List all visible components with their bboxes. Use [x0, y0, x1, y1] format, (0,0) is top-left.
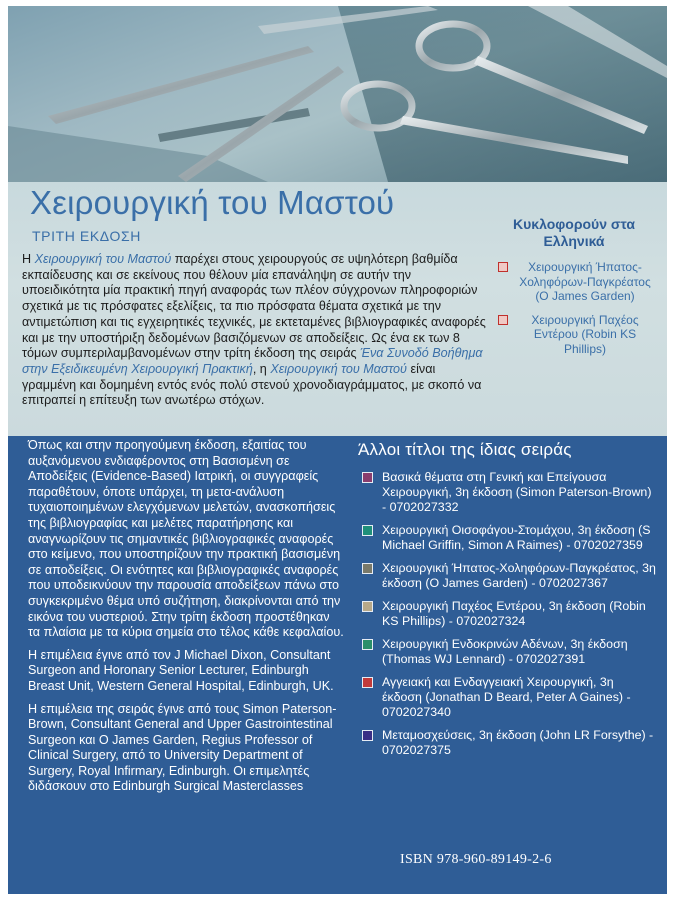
- series-item: [356, 637, 656, 667]
- intro-text-2: , η: [252, 361, 271, 376]
- color-square-icon: [362, 639, 373, 650]
- edition-label: ΤΡΙΤΗ ΕΚΔΟΣΗ: [32, 228, 141, 244]
- available-item: [496, 313, 652, 357]
- checkbox-bullet-icon: [498, 262, 508, 272]
- description-column: [28, 438, 344, 802]
- series-item: [356, 470, 656, 515]
- available-in-greek-box: [496, 216, 652, 414]
- intro-text-0: Η: [22, 252, 35, 266]
- editor-paragraph: Η επιμέλεια έγινε από τον J Michael Dixon, Consultant Surgeon and Horonary Senior Lecturer, Edinburgh Breast Unit, Western General Hospital, Edinburgh, UK.: [28, 647, 334, 693]
- series-heading: Άλλοι τίτλοι της ίδιας σειράς: [358, 440, 572, 459]
- checkbox-bullet-icon: [498, 315, 508, 325]
- series-item-label: Χειρουργική Παχέος Εντέρου, 3η έκδοση (Robin KS Phillips) - 0702027324: [382, 599, 646, 628]
- available-item: [496, 260, 652, 304]
- intro-book-title: Χειρουργική του Μαστού: [34, 252, 172, 266]
- book-title: Χειρουργική του Μαστού: [30, 184, 395, 221]
- intro-text-3: είναι γραμμένη και δομημένη εντός ενός πολύ στενού χρονοδιαγράμματος, με σκοπό να επιτραπεί η επίτευξη των ανωτέρω στόχων.: [22, 361, 482, 408]
- series-item-label: Αγγειακή και Ενδαγγειακή Χειρουργική, 3η έκδοση (Jonathan D Beard, Peter A Gaines) - 0702027340: [382, 675, 631, 719]
- color-square-icon: [362, 563, 373, 574]
- color-square-icon: [362, 525, 373, 536]
- intro-series-title: Ένα Συνοδό Βοήθημα στην Εξειδικευμένη Χειρουργική Πρακτική: [22, 346, 483, 376]
- color-square-icon: [362, 472, 373, 483]
- series-item: [356, 599, 656, 629]
- intro-book-title-2: Χειρουργική του Μαστού: [270, 361, 407, 376]
- series-item: [356, 561, 656, 591]
- color-square-icon: [362, 677, 373, 688]
- isbn: ISBN 978-960-89149-2-6: [400, 852, 552, 867]
- series-item-label: Χειρουργική Ενδοκρινών Αδένων, 3η έκδοση (Thomas WJ Lennard) - 0702027391: [382, 637, 628, 666]
- series-item-label: Μεταμοσχεύσεις, 3η έκδοση (John LR Forsythe) - 0702027375: [382, 728, 654, 757]
- series-list: [356, 440, 656, 766]
- available-item-label: Χειρουργική Ήπατος-Χοληφόρων-Παγκρέατος (O James Garden): [519, 260, 651, 303]
- color-square-icon: [362, 601, 373, 612]
- color-square-icon: [362, 730, 373, 741]
- intro-paragraph: [22, 252, 490, 409]
- series-item-label: Χειρουργική Οισοφάγου-Στομάχου, 3η έκδοση (S Michael Griffin, Simon A Raimes) - 0702027359: [382, 523, 651, 552]
- series-editors-paragraph: Η επιμέλεια της σειράς έγινε από τους Simon Paterson-Brown, Consultant General and Upper Gastrointestinal Surgeon και O James Garden, Regius Professor of Clinical Surgery, από το University Department of Surgery, Royal Infirmary, Edinburgh. Οι επιμελητές διδάσκουν στο Edinburgh Surgical Masterclasses: [28, 701, 337, 794]
- series-item-label: Βασικά θέματα στη Γενική και Επείγουσα Χειρουργική, 3η έκδοση (Simon Paterson-Brown) - 0702027332: [382, 470, 652, 514]
- series-item: [356, 728, 656, 758]
- series-item: [356, 523, 656, 553]
- cover-photo: [8, 6, 667, 182]
- series-item-label: Χειρουργική Ήπατος-Χοληφόρων-Παγκρέατος, 3η έκδοση (O James Garden) - 0702027367: [382, 561, 656, 590]
- series-item: [356, 675, 656, 720]
- book-back-cover: [8, 6, 667, 894]
- available-heading: Κυκλοφορούν στα Ελληνικά: [513, 216, 635, 249]
- description-paragraph-1: Όπως και στην προηγούμενη έκδοση, εξαιτίας του αυξανόμενου ενδιαφέροντος στη Βασισμένη σε Αποδείξεις (Evidence-Based) Ιατρική, οι συγγραφείς παραθέτουν, όποτε υπάρχει, τη μετα-ανάλυση τυχαιοποιημένων ελεγχόμενων μελετών, ανασκοπήσεις της βιβλιογραφίας και μελέτες παρατήρησης και αναγνωρίζουν τις σημαντικές βιβλιογραφικές αναφορές στο κείμενο, που υποστηρίζουν την πρακτική βασισμένη σε αποδείξεις. Οι ενότητες και βιβλιογραφικές αναφορές που υποδεικνύουν την παρουσία αποδείξεων πάνω στο συγκεκριμένο θέμα υπό συζήτηση, διακρίνονται από την εικόνα του νυστεριού. Στην τρίτη έκδοση προστέθηκαν τα πλαίσια με τα κύρια σημεία στο τέλος κάθε κεφαλαίου.: [28, 438, 344, 640]
- surgical-instruments-illustration: [8, 6, 667, 182]
- available-item-label: Χειρουργική Παχέος Εντέρου (Robin KS Phillips): [531, 312, 639, 356]
- intro-text-1: παρέχει στους χειρουργούς σε υψηλότερη βαθμίδα εκπαίδευσης και σε εκείνους που θέλουν μία επανάληψη σε αυτήν την υποειδικότητα μία πρακτική πηγή αναφοράς των πλέον σύγχρονων πληροφοριών σχετικά με τις πρόσφατες εξελίξεις, τα πιο πρόσφατα θέματα σχετικά με την αντιμετώπιση και τις εγχειρητικές τεχνικές, με εκτεταμένες βιβλιογραφικές αναφορές και με την υποστήριξη δεδομένων βασιζόμενων σε αποδείξεις. Ως ένα εκ των 8 τόμων συμπεριλαμβανομένων στην τρίτη έκδοση της σειράς: [22, 252, 486, 361]
